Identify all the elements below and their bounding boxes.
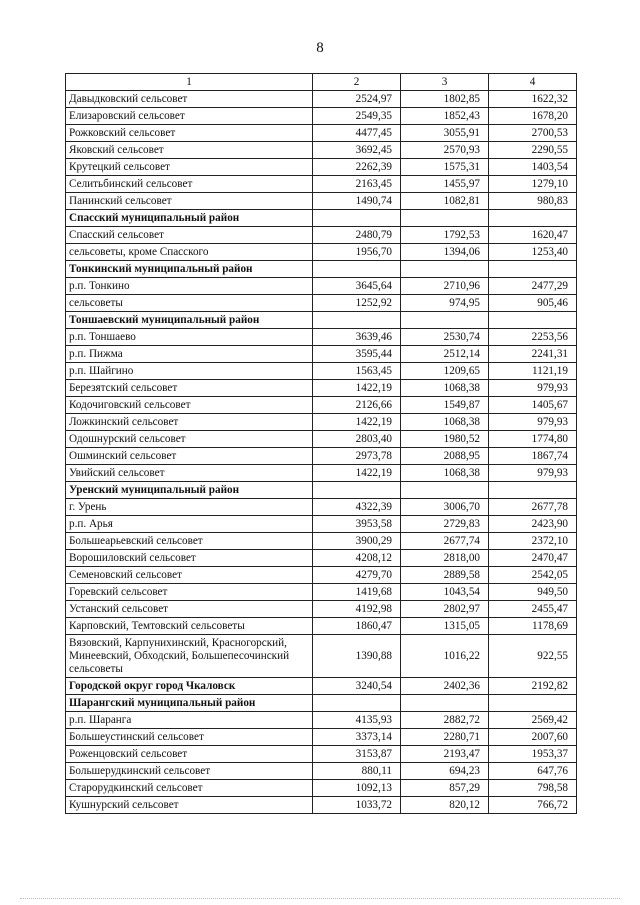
table-row — [66, 142, 577, 159]
value-col-3: 1802,85 — [401, 91, 489, 108]
value-col-3: 2677,74 — [401, 533, 489, 550]
row-name: Ошминский сельсовет — [66, 448, 313, 465]
value-col-2: 3240,54 — [313, 678, 401, 695]
table-row — [66, 346, 577, 363]
value-col-3: 2729,83 — [401, 516, 489, 533]
value-col-2: 4279,70 — [313, 567, 401, 584]
table-row — [66, 159, 577, 176]
row-name: Кодочиговский сельсовет — [66, 397, 313, 414]
row-name: Большеустинский сельсовет — [66, 729, 313, 746]
table-row — [66, 567, 577, 584]
value-col-2: 2163,45 — [313, 176, 401, 193]
value-col-2: 2524,97 — [313, 91, 401, 108]
value-col-2: 2549,35 — [313, 108, 401, 125]
value-col-2: 2126,66 — [313, 397, 401, 414]
table-row — [66, 244, 577, 261]
header-row — [66, 74, 577, 91]
column-header-4: 4 — [489, 74, 577, 91]
table-row — [66, 465, 577, 482]
value-col-2: 1860,47 — [313, 618, 401, 635]
row-name: Роженцовский сельсовет — [66, 746, 313, 763]
value-col-3: 1455,97 — [401, 176, 489, 193]
value-col-3: 1209,65 — [401, 363, 489, 380]
value-col-3: 1068,38 — [401, 380, 489, 397]
row-name: Горевский сельсовет — [66, 584, 313, 601]
value-col-3: 1043,54 — [401, 584, 489, 601]
value-col-3: 857,29 — [401, 780, 489, 797]
table-row — [66, 108, 577, 125]
value-col-2 — [313, 210, 401, 227]
table-row — [66, 414, 577, 431]
table-body — [66, 91, 577, 814]
value-col-4: 2542,05 — [489, 567, 577, 584]
value-col-3: 2818,00 — [401, 550, 489, 567]
row-name: Панинский сельсовет — [66, 193, 313, 210]
value-col-2: 3153,87 — [313, 746, 401, 763]
value-col-3: 2512,14 — [401, 346, 489, 363]
value-col-2 — [313, 695, 401, 712]
row-name: Кушнурский сельсовет — [66, 797, 313, 814]
section-title: Уренский муниципальный район — [66, 482, 313, 499]
value-col-4: 2192,82 — [489, 678, 577, 695]
value-col-2: 2973,78 — [313, 448, 401, 465]
table-row — [66, 363, 577, 380]
table-row — [66, 678, 577, 695]
value-col-2 — [313, 312, 401, 329]
scan-edge-dots — [20, 896, 620, 899]
value-col-3: 1980,52 — [401, 431, 489, 448]
section-row — [66, 261, 577, 278]
table-row — [66, 193, 577, 210]
value-col-4: 1253,40 — [489, 244, 577, 261]
table-row — [66, 125, 577, 142]
value-col-2: 4192,98 — [313, 601, 401, 618]
value-col-2 — [313, 261, 401, 278]
value-col-2: 1419,68 — [313, 584, 401, 601]
row-name: Елизаровский сельсовет — [66, 108, 313, 125]
value-col-4: 1953,37 — [489, 746, 577, 763]
value-col-3: 2802,97 — [401, 601, 489, 618]
value-col-4: 980,83 — [489, 193, 577, 210]
value-col-3 — [401, 312, 489, 329]
value-col-4: 1622,32 — [489, 91, 577, 108]
value-col-3: 1575,31 — [401, 159, 489, 176]
row-name: сельсоветы, кроме Спасского — [66, 244, 313, 261]
value-col-4: 979,93 — [489, 465, 577, 482]
value-col-2: 1033,72 — [313, 797, 401, 814]
row-name: Городской округ город Чкаловск — [66, 678, 313, 695]
table-row — [66, 763, 577, 780]
value-col-2: 1422,19 — [313, 380, 401, 397]
row-name: р.п. Тонкино — [66, 278, 313, 295]
section-title: Тоншаевский муниципальный район — [66, 312, 313, 329]
value-col-4: 2677,78 — [489, 499, 577, 516]
value-col-2: 3639,46 — [313, 329, 401, 346]
table-row — [66, 295, 577, 312]
value-col-3: 3006,70 — [401, 499, 489, 516]
value-col-2: 1422,19 — [313, 465, 401, 482]
value-col-2: 4477,45 — [313, 125, 401, 142]
value-col-2: 1563,45 — [313, 363, 401, 380]
value-col-2: 3953,58 — [313, 516, 401, 533]
row-name: Большерудкинский сельсовет — [66, 763, 313, 780]
table-row — [66, 278, 577, 295]
value-col-3: 694,23 — [401, 763, 489, 780]
row-name: г. Урень — [66, 499, 313, 516]
table-row — [66, 712, 577, 729]
row-name: Вязовский, Карпунихинский, Красногорский, Минеевский, Обходский, Большепесочинский сельсоветы — [66, 635, 313, 678]
section-row — [66, 482, 577, 499]
value-col-2: 3373,14 — [313, 729, 401, 746]
section-row — [66, 695, 577, 712]
value-col-4: 1403,54 — [489, 159, 577, 176]
value-col-3 — [401, 261, 489, 278]
row-name: Ложкинский сельсовет — [66, 414, 313, 431]
value-col-2: 1252,92 — [313, 295, 401, 312]
value-col-3: 2402,36 — [401, 678, 489, 695]
value-col-4: 1405,67 — [489, 397, 577, 414]
value-col-4: 2007,60 — [489, 729, 577, 746]
row-name: Яковский сельсовет — [66, 142, 313, 159]
column-header-1: 1 — [66, 74, 313, 91]
value-col-4: 905,46 — [489, 295, 577, 312]
value-col-2: 1490,74 — [313, 193, 401, 210]
row-name: Большеарьевский сельсовет — [66, 533, 313, 550]
row-name: Спасский сельсовет — [66, 227, 313, 244]
table-row — [66, 397, 577, 414]
row-name: Селитьбинский сельсовет — [66, 176, 313, 193]
value-col-3: 1315,05 — [401, 618, 489, 635]
value-col-4 — [489, 482, 577, 499]
table-row — [66, 448, 577, 465]
table-row — [66, 91, 577, 108]
value-col-2: 1390,88 — [313, 635, 401, 678]
value-col-4: 2290,55 — [489, 142, 577, 159]
table-row — [66, 797, 577, 814]
value-col-3: 1068,38 — [401, 465, 489, 482]
table-row — [66, 780, 577, 797]
value-col-4: 2253,56 — [489, 329, 577, 346]
value-col-4: 2423,90 — [489, 516, 577, 533]
row-name: Старорудкинский сельсовет — [66, 780, 313, 797]
value-col-3 — [401, 482, 489, 499]
section-row — [66, 210, 577, 227]
value-col-4: 1620,47 — [489, 227, 577, 244]
value-col-3: 2193,47 — [401, 746, 489, 763]
value-col-3: 2710,96 — [401, 278, 489, 295]
value-col-2: 1956,70 — [313, 244, 401, 261]
value-col-4: 2241,31 — [489, 346, 577, 363]
value-col-3: 1852,43 — [401, 108, 489, 125]
value-col-4 — [489, 261, 577, 278]
table-row — [66, 516, 577, 533]
value-col-4: 979,93 — [489, 414, 577, 431]
value-col-4: 1867,74 — [489, 448, 577, 465]
row-name: Карповский, Темтовский сельсоветы — [66, 618, 313, 635]
value-col-2: 2803,40 — [313, 431, 401, 448]
column-header-3: 3 — [401, 74, 489, 91]
value-col-4: 979,93 — [489, 380, 577, 397]
row-name: Увийский сельсовет — [66, 465, 313, 482]
row-name: Рожковский сельсовет — [66, 125, 313, 142]
value-col-3: 820,12 — [401, 797, 489, 814]
value-col-2: 880,11 — [313, 763, 401, 780]
data-table — [65, 73, 577, 814]
value-col-3: 2280,71 — [401, 729, 489, 746]
table-row — [66, 499, 577, 516]
table-row — [66, 329, 577, 346]
value-col-4: 2455,47 — [489, 601, 577, 618]
value-col-3: 2889,58 — [401, 567, 489, 584]
value-col-3: 1016,22 — [401, 635, 489, 678]
value-col-4: 2477,29 — [489, 278, 577, 295]
row-name: р.п. Пижма — [66, 346, 313, 363]
value-col-2: 4208,12 — [313, 550, 401, 567]
table-row — [66, 176, 577, 193]
value-col-4: 2700,53 — [489, 125, 577, 142]
value-col-2: 4135,93 — [313, 712, 401, 729]
value-col-2: 3692,45 — [313, 142, 401, 159]
value-col-3: 2882,72 — [401, 712, 489, 729]
row-name: р.п. Шаранга — [66, 712, 313, 729]
table-row — [66, 550, 577, 567]
table-row — [66, 431, 577, 448]
value-col-2: 3645,64 — [313, 278, 401, 295]
value-col-2: 1092,13 — [313, 780, 401, 797]
value-col-3: 1068,38 — [401, 414, 489, 431]
row-name: Устанский сельсовет — [66, 601, 313, 618]
value-col-3: 2530,74 — [401, 329, 489, 346]
row-name: Крутецкий сельсовет — [66, 159, 313, 176]
value-col-2: 2480,79 — [313, 227, 401, 244]
section-row — [66, 312, 577, 329]
value-col-3 — [401, 695, 489, 712]
value-col-3: 1082,81 — [401, 193, 489, 210]
value-col-3: 3055,91 — [401, 125, 489, 142]
value-col-4: 766,72 — [489, 797, 577, 814]
table-row — [66, 601, 577, 618]
value-col-3: 1549,87 — [401, 397, 489, 414]
row-name: р.п. Тоншаево — [66, 329, 313, 346]
page-number: 8 — [316, 40, 324, 56]
row-name: р.п. Шайгино — [66, 363, 313, 380]
value-col-2: 1422,19 — [313, 414, 401, 431]
table-row — [66, 533, 577, 550]
row-name: Ворошиловский сельсовет — [66, 550, 313, 567]
value-col-4: 1178,69 — [489, 618, 577, 635]
section-title: Тонкинский муниципальный район — [66, 261, 313, 278]
row-name: Одошнурский сельсовет — [66, 431, 313, 448]
value-col-4: 2569,42 — [489, 712, 577, 729]
value-col-2: 3900,29 — [313, 533, 401, 550]
value-col-3 — [401, 210, 489, 227]
row-name: Березятский сельсовет — [66, 380, 313, 397]
value-col-4: 1121,19 — [489, 363, 577, 380]
table-row — [66, 380, 577, 397]
row-name: р.п. Арья — [66, 516, 313, 533]
value-col-4: 949,50 — [489, 584, 577, 601]
value-col-3: 1792,53 — [401, 227, 489, 244]
value-col-3: 974,95 — [401, 295, 489, 312]
value-col-4: 798,58 — [489, 780, 577, 797]
row-name: сельсоветы — [66, 295, 313, 312]
value-col-4: 1279,10 — [489, 176, 577, 193]
value-col-4 — [489, 210, 577, 227]
table-row — [66, 635, 577, 678]
column-header-2: 2 — [313, 74, 401, 91]
section-title: Шарангский муниципальный район — [66, 695, 313, 712]
value-col-2: 4322,39 — [313, 499, 401, 516]
value-col-4: 1774,80 — [489, 431, 577, 448]
value-col-3: 1394,06 — [401, 244, 489, 261]
value-col-2: 2262,39 — [313, 159, 401, 176]
value-col-3: 2570,93 — [401, 142, 489, 159]
value-col-3: 2088,95 — [401, 448, 489, 465]
row-name: Давыдковский сельсовет — [66, 91, 313, 108]
value-col-2 — [313, 482, 401, 499]
value-col-4: 647,76 — [489, 763, 577, 780]
value-col-2: 3595,44 — [313, 346, 401, 363]
value-col-4: 922,55 — [489, 635, 577, 678]
value-col-4 — [489, 312, 577, 329]
table-row — [66, 618, 577, 635]
value-col-4: 2372,10 — [489, 533, 577, 550]
value-col-4: 1678,20 — [489, 108, 577, 125]
table-row — [66, 584, 577, 601]
row-name: Семеновский сельсовет — [66, 567, 313, 584]
table-row — [66, 746, 577, 763]
table-row — [66, 227, 577, 244]
section-title: Спасский муниципальный район — [66, 210, 313, 227]
value-col-4: 2470,47 — [489, 550, 577, 567]
table-row — [66, 729, 577, 746]
value-col-4 — [489, 695, 577, 712]
